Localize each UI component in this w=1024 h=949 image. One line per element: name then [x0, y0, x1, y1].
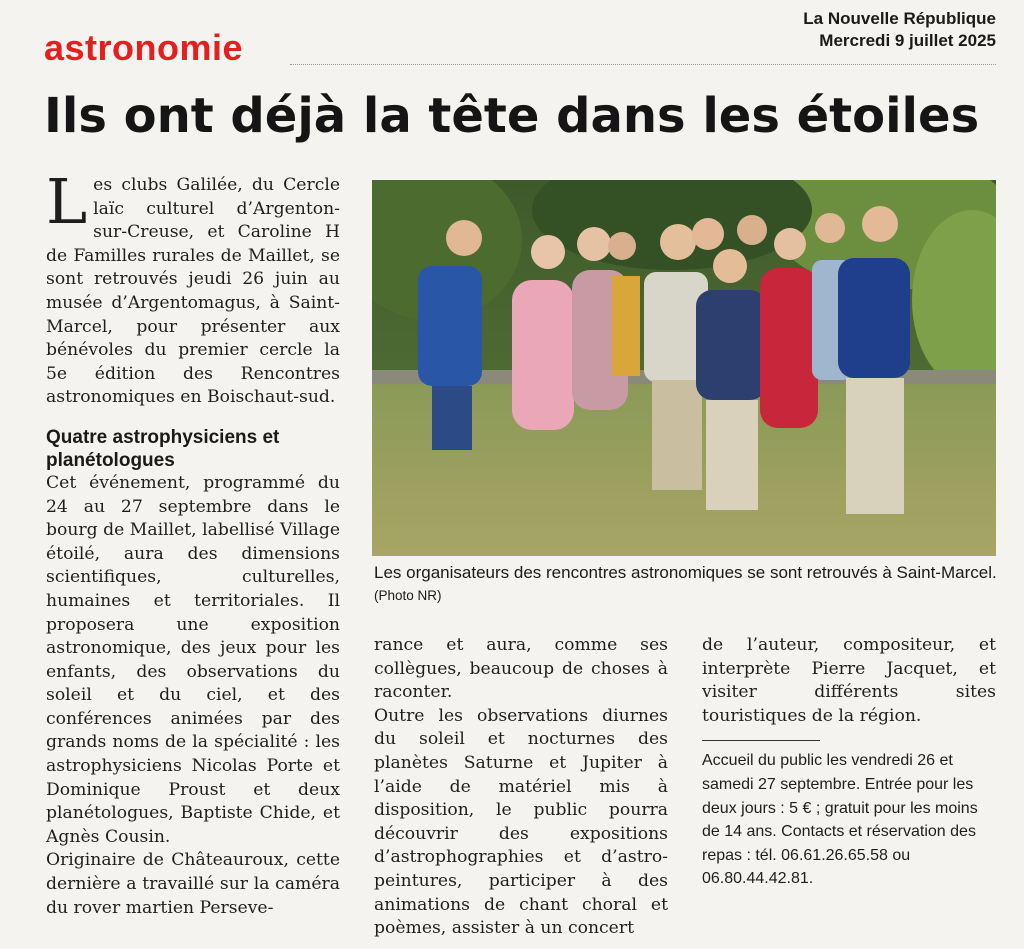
- practical-info: Accueil du public les vendredi 26 et samedi 27 septembre. Entrée pour les deux jours : 5 € ; gratuit pour les moins de 14 ans. Contacts et réservation des repas : tél. 06.61.26.65.58 ou 06.80.44.42.81.: [702, 752, 978, 888]
- article-column-3: [702, 634, 996, 891]
- publication-date: Mercredi 9 juillet 2025: [819, 31, 996, 50]
- body-paragraph-2-start: Originaire de Châteauroux, cette dernière a travaillé sur la caméra du rover martien Perseve-: [46, 850, 340, 918]
- info-divider: [702, 740, 820, 741]
- section-rubric: astronomie: [44, 27, 244, 68]
- masthead: [803, 8, 996, 52]
- body-paragraph-2-end: rance et aura, comme ses collègues, beaucoup de choses à raconter.: [374, 635, 668, 703]
- article-column-1: [46, 165, 340, 920]
- body-paragraph-1: Cet événement, programmé du 24 au 27 septembre dans le bourg de Maillet, labellisé Village étoilé, aura des dimensions scientifiques, culturelles, humaines et territoriales. Il proposera une exposition astronomique, des jeux pour les enfants, des observations du soleil et du ciel, et des conférences animées par des grands noms de la spécialité : les astrophysiciens Nicolas Porte et Dominique Proust et deux planétologues, Baptiste Chide, et Agnès Cousin.: [46, 472, 340, 847]
- newspaper-name: La Nouvelle République: [803, 9, 996, 28]
- caption-text: Les organisateurs des rencontres astronomiques se sont retrouvés à Saint-Marcel.: [374, 563, 997, 582]
- article-headline: Ils ont déjà la tête dans les étoiles: [44, 88, 980, 144]
- article-subhead: Quatre astrophysiciens et planétologues: [46, 426, 280, 471]
- drop-cap: L: [46, 165, 88, 238]
- photo-credit: (Photo NR): [374, 588, 442, 603]
- group-photo-illustration: [372, 180, 996, 556]
- article-column-2: [374, 634, 668, 941]
- group-photo: [372, 180, 996, 556]
- intro-text: es clubs Galilée, du Cercle laïc culturel d’Argenton-sur-Creuse, et Caroline H de Familles rurales de Maillet, se sont retrouvés jeudi 26 juin au musée d’Argentomagus, à Saint-Marcel, pour présenter aux bénévoles du premier cercle la 5e édition des Rencontres astronomiques en Boischaut-sud.: [46, 175, 340, 408]
- header-divider: [290, 64, 996, 65]
- photo-caption: [374, 562, 998, 607]
- body-paragraph-3-end: de l’auteur, compositeur, et interprète Pierre Jacquet, et visiter différents sites touristiques de la région.: [702, 635, 996, 726]
- intro-paragraph: [46, 165, 340, 410]
- body-paragraph-3-start: Outre les observations diurnes du soleil et nocturnes des planètes Saturne et Jupiter à l’aide de matériel mis à disposition, le public pourra découvrir des expositions d’astrophographies et d’astro-peintures, participer à des animations de chant choral et poèmes, assister à un concert: [374, 705, 668, 939]
